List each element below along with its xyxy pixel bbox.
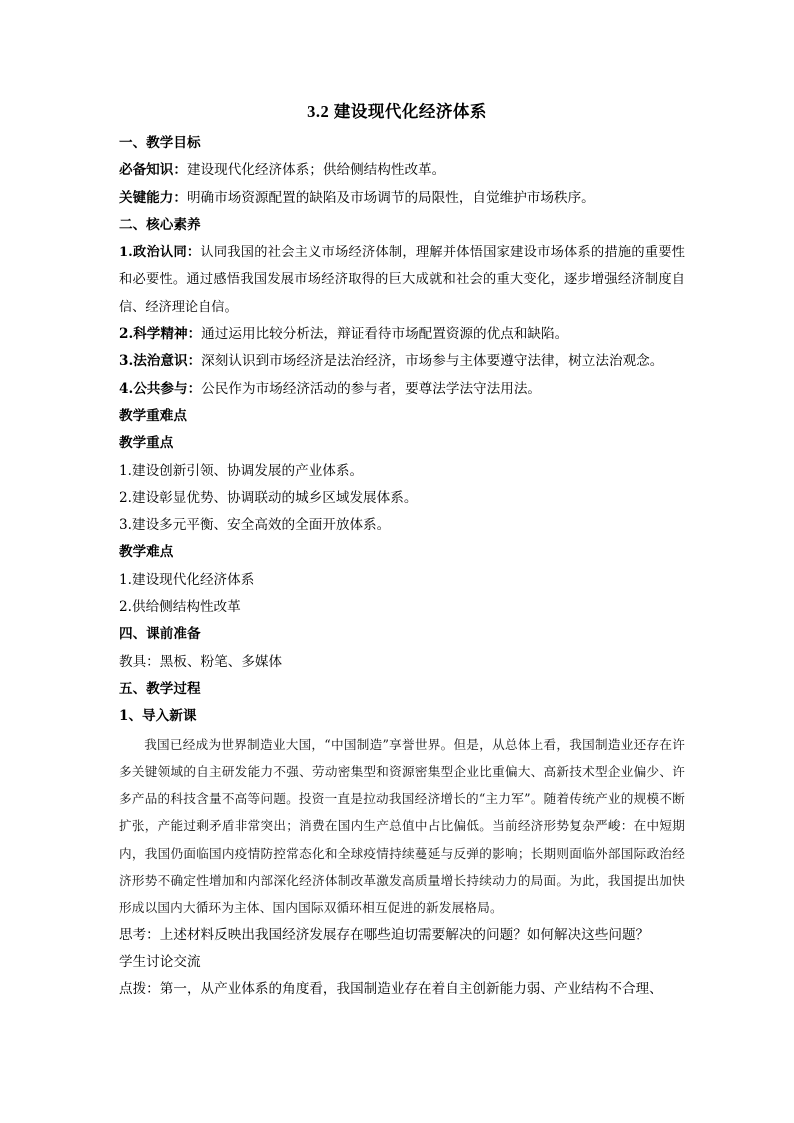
core-text: 公民作为市场经济活动的参与者，要尊法学法守法用法。 — [201, 380, 542, 397]
goal-item — [119, 185, 685, 212]
goal-item — [119, 157, 685, 184]
difficult-point-item: 2.供给侧结构性改革 — [119, 599, 241, 616]
think-question: 思考：上述材料反映出我国经济发展存在哪些迫切需要解决的问题？如何解决这些问题？ — [119, 926, 650, 943]
goal-text: 明确市场资源配置的缺陷及市场调节的局限性，自觉维护市场秩序。 — [186, 189, 595, 206]
difficult-point-item: 1.建设现代化经济体系 — [119, 571, 255, 588]
key-point-item: 2.建设彰显优势、协调联动的城乡区域发展体系。 — [119, 489, 418, 506]
document-body — [119, 130, 685, 1004]
key-point-item: 3.建设多元平衡、安全高效的全面开放体系。 — [119, 517, 391, 534]
preparation-text: 教具：黑板、粉笔、多媒体 — [119, 653, 283, 670]
core-item — [119, 321, 685, 348]
section-heading-key-points: 教学重点 — [119, 435, 174, 452]
core-label: 1.政治认同： — [119, 245, 201, 261]
section-heading-preparation: 四、课前准备 — [119, 626, 201, 643]
section-heading-intro: 1、导入新课 — [119, 708, 197, 725]
page-title: 3.2 建设现代化经济体系 — [307, 102, 487, 121]
core-label: 2.科学精神： — [119, 326, 202, 343]
core-text: 深刻认识到市场经济是法治经济，市场参与主体要遵守法律，树立法治观念。 — [201, 353, 664, 370]
core-item — [119, 376, 685, 403]
core-item — [119, 239, 685, 321]
section-heading-process: 五、教学过程 — [119, 680, 201, 697]
section-heading-core: 二、核心素养 — [119, 216, 201, 233]
section-heading-goals: 一、教学目标 — [119, 135, 201, 151]
goal-label: 关键能力： — [119, 189, 187, 206]
goal-label: 必备知识： — [119, 162, 187, 179]
section-heading-difficulty: 教学重难点 — [119, 407, 187, 424]
core-item — [119, 348, 685, 375]
core-label: 3.法治意识： — [119, 353, 202, 370]
discussion-note: 学生讨论交流 — [119, 953, 201, 970]
core-text: 认同我国的社会主义市场经济体制，理解并体悟国家建设市场体系的措施的重要性和必要性。通过感悟我国发展市场经济取得的巨大成就和社会的重大变化，逐步增强经济制度自信、经济理论自信。 — [119, 245, 685, 315]
core-text: 通过运用比较分析法，辩证看待市场配置资源的优点和缺陷。 — [201, 326, 569, 343]
key-point-item: 1.建设创新引领、协调发展的产业体系。 — [119, 462, 364, 479]
guidance-text: 点拨：第一，从产业体系的角度看，我国制造业存在着自主创新能力弱、产业结构不合理、 — [119, 981, 663, 998]
goal-text: 建设现代化经济体系；供给侧结构性改革。 — [186, 162, 446, 179]
core-label: 4.公共参与： — [119, 380, 202, 397]
section-heading-difficult-points: 教学难点 — [119, 544, 174, 561]
material-paragraph: 我国已经成为世界制造业大国，“中国制造”享誉世界。但是，从总体上看，我国制造业还存在许多关键领域的自主研发能力不强、劳动密集型和资源密集型企业比重偏大、高新技术型企业偏少、许多产品的科技含量不高等问题。投资一直是拉动我国经济增长的“主力军”。随着传统产业的规模不断扩张，产能过剩矛盾非常突出；消费在国内生产总值中占比偏低。当前经济形势复杂严峻：在中短期内，我国仍面临国内疫情防控常态化和全球疫情持续蔓延与反弹的影响；长期则面临外部国际政治经济形势不确定性增加和内部深化经济体制改革激发高质量增长持续动力的局面。为此，我国提出加快形成以国内大循环为主体、国内国际双循环相互促进的新发展格局。 — [119, 736, 685, 916]
